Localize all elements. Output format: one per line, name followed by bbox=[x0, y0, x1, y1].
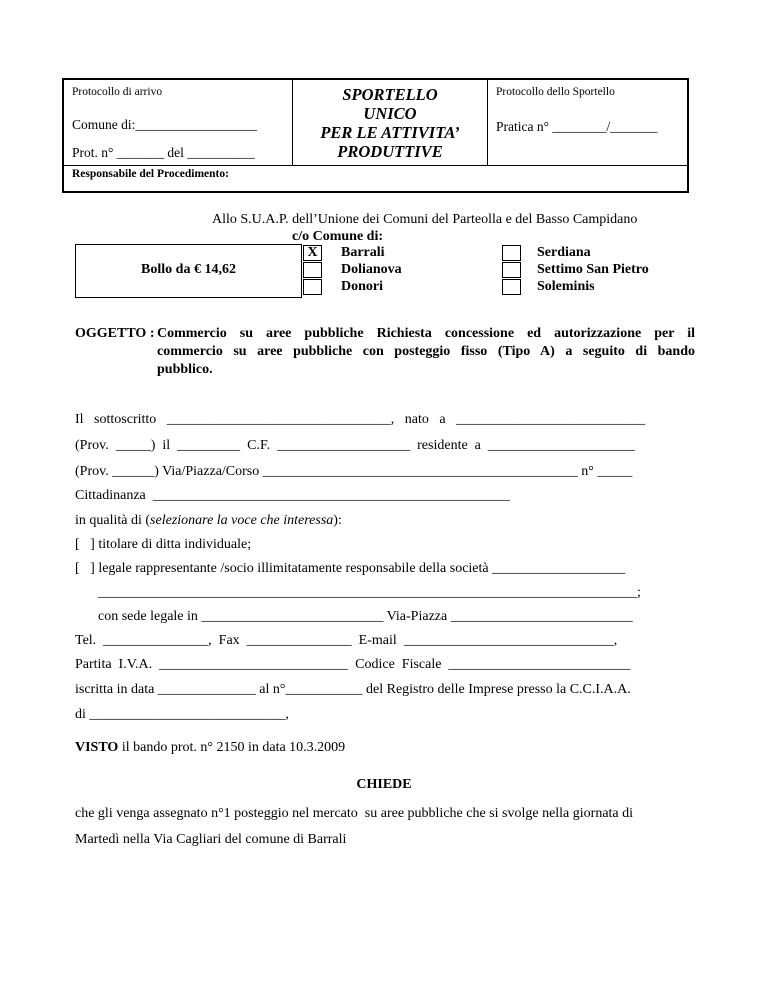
header-divider-right bbox=[487, 78, 488, 166]
qualita-suffix: ): bbox=[333, 513, 342, 528]
checkbox-donori[interactable] bbox=[303, 279, 322, 295]
legale-option[interactable]: [ ] legale rappresentante /socio illimitatamente responsabile della società ___________________ bbox=[75, 561, 626, 576]
sportello-title bbox=[293, 85, 487, 161]
title-line: PRODUTTIVE bbox=[337, 142, 443, 161]
prov-line: (Prov. _____) il _________ C.F. ___________________ residente a _____________________ bbox=[75, 438, 635, 453]
sede-line: con sede legale in __________________________ Via-Piazza __________________________ bbox=[98, 609, 633, 624]
visto-label: VISTO bbox=[75, 740, 119, 755]
protocollo-sportello-label: Protocollo dello Sportello bbox=[496, 86, 615, 98]
option-barrali: Barrali bbox=[341, 245, 385, 260]
cittadinanza-line: Cittadinanza ___________________________________________________ bbox=[75, 488, 510, 503]
prot-field: Prot. n° _______ del __________ bbox=[72, 145, 255, 160]
indirizzo-line: (Prov. ______) Via/Piazza/Corso _____________________________________________ n° _____ bbox=[75, 464, 633, 479]
chiede-line: che gli venga assegnato n°1 posteggio nel mercato su aree pubbliche che si svolge nella giornata di bbox=[75, 806, 634, 821]
cciaa-line: di ____________________________, bbox=[75, 707, 289, 722]
title-line: UNICO bbox=[363, 104, 417, 123]
option-soleminis: Soleminis bbox=[537, 279, 595, 294]
partita-iva-line: Partita I.V.A. ___________________________ Codice Fiscale __________________________ bbox=[75, 657, 631, 672]
oggetto-label: OGGETTO : bbox=[75, 326, 155, 341]
oggetto-line: pubblico. bbox=[157, 362, 213, 377]
checkbox-dolianova[interactable] bbox=[303, 262, 322, 278]
protocollo-arrivo-label: Protocollo di arrivo bbox=[72, 86, 163, 98]
option-settimo: Settimo San Pietro bbox=[537, 262, 649, 277]
option-donori: Donori bbox=[341, 279, 383, 294]
iscrizione-line: iscritta in data ______________ al n°___________ del Registro delle Imprese presso la C.C.I.A.A. bbox=[75, 682, 631, 697]
pratica-field: Pratica n° ________/_______ bbox=[496, 119, 658, 134]
chiede-line: Martedì nella Via Cagliari del comune di Barrali bbox=[75, 832, 347, 847]
contatti-line: Tel. _______________, Fax _______________ E-mail ______________________________, bbox=[75, 633, 618, 648]
oggetto-line: commercio su aree pubbliche con posteggio fisso (Tipo A) a seguito di bando bbox=[157, 344, 695, 359]
qualita-italic: selezionare la voce che interessa bbox=[150, 513, 334, 528]
visto-text: il bando prot. n° 2150 in data 10.3.2009 bbox=[118, 740, 346, 755]
oggetto-line: Commercio su aree pubbliche Richiesta concessione ed autorizzazione per il bbox=[157, 326, 695, 341]
title-line: SPORTELLO bbox=[342, 85, 438, 104]
societa-line: _____________________________________________________________________________; bbox=[98, 585, 641, 600]
sottoscritto-line: Il sottoscritto ________________________________, nato a ___________________________ bbox=[75, 412, 646, 427]
option-dolianova: Dolianova bbox=[341, 262, 402, 277]
qualita-prefix: in qualità di ( bbox=[75, 513, 151, 528]
titolare-option[interactable]: [ ] titolare di ditta individuale; bbox=[75, 537, 252, 552]
title-line: PER LE ATTIVITA’ bbox=[320, 123, 460, 142]
checkbox-serdiana[interactable] bbox=[502, 245, 521, 261]
checkbox-barrali[interactable]: X bbox=[303, 245, 322, 261]
comune-di-label: c/o Comune di: bbox=[292, 229, 383, 244]
qualita-line bbox=[75, 513, 342, 529]
bollo-label: Bollo da € 14,62 bbox=[141, 262, 236, 277]
checkbox-soleminis[interactable] bbox=[502, 279, 521, 295]
checkbox-settimo[interactable] bbox=[502, 262, 521, 278]
comune-field: Comune di:__________________ bbox=[72, 117, 257, 132]
responsabile-label: Responsabile del Procedimento: bbox=[72, 168, 229, 180]
header-row-separator bbox=[62, 165, 689, 166]
option-serdiana: Serdiana bbox=[537, 245, 591, 260]
suap-addressee: Allo S.U.A.P. dell’Unione dei Comuni del Parteolla e del Basso Campidano bbox=[212, 212, 638, 227]
visto-line bbox=[75, 740, 345, 756]
chiede-heading: CHIEDE bbox=[356, 777, 412, 792]
